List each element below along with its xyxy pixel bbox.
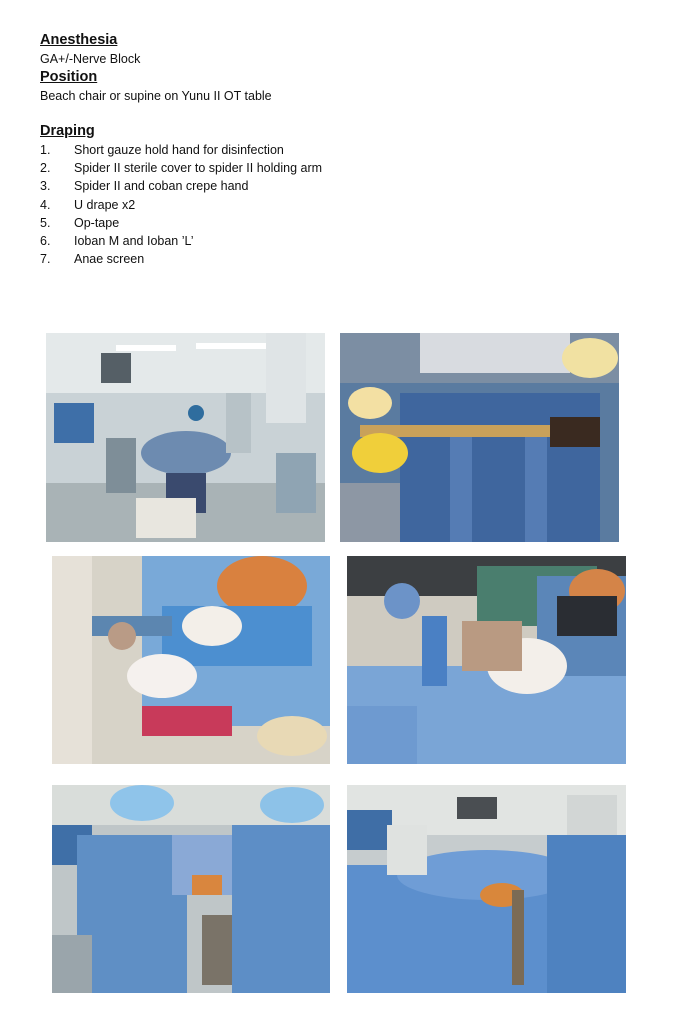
operating-room-beach-chair-photo <box>46 333 325 542</box>
step-number: 2. <box>40 161 51 176</box>
list-item <box>40 177 640 195</box>
step-number: 3. <box>40 179 51 194</box>
step-number: 4. <box>40 197 51 212</box>
text-content <box>40 31 640 268</box>
list-item <box>40 232 640 250</box>
list-item <box>40 196 640 214</box>
step-text: Op-tape <box>74 215 120 230</box>
position-text: Beach chair or supine on Yunu II OT table <box>40 89 272 103</box>
step-number: 7. <box>40 252 51 267</box>
list-item <box>40 214 640 232</box>
draping-steps-list <box>40 141 640 268</box>
spider-arm-sterile-cover-photo <box>340 333 619 542</box>
draping-heading: Draping <box>40 123 95 139</box>
position-heading: Position <box>40 69 98 85</box>
step-text: U drape x2 <box>74 197 136 212</box>
step-number: 5. <box>40 215 51 230</box>
list-item <box>40 159 640 177</box>
step-text: Ioban M and Ioban ’L’ <box>74 234 194 249</box>
list-item <box>40 250 640 268</box>
list-item <box>40 141 640 159</box>
step-number: 6. <box>40 234 51 249</box>
surgeons-draping-photo <box>52 785 330 993</box>
step-text: Short gauze hold hand for disinfection <box>74 143 284 157</box>
step-number: 1. <box>40 143 51 157</box>
anesthesia-text: GA+/-Nerve Block <box>40 52 141 66</box>
step-text: Spider II and coban crepe hand <box>74 179 249 194</box>
hand-coban-wrap-photo <box>52 556 330 764</box>
step-text: Spider II sterile cover to spider II holding arm <box>74 161 323 176</box>
arm-positioning-photo <box>347 556 626 764</box>
anesthesia-heading: Anesthesia <box>40 32 118 48</box>
draped-patient-photo <box>347 785 626 993</box>
step-text: Anae screen <box>74 252 145 267</box>
